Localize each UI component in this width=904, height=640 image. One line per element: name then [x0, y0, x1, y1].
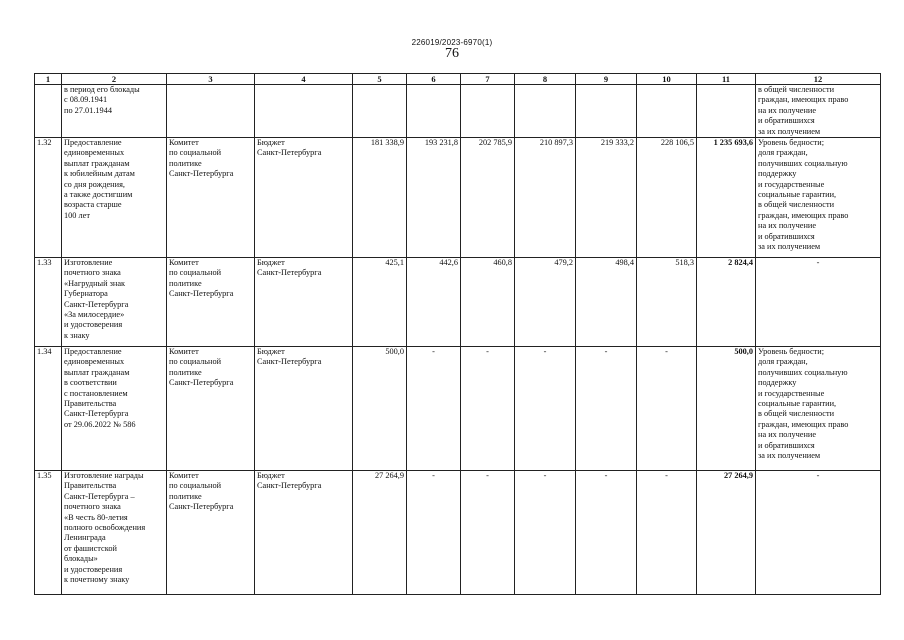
text-line: по социальной: [169, 268, 222, 278]
result-cell: -: [756, 258, 881, 347]
text-line: в общей численности: [758, 85, 835, 94]
value-cell: 181 338,9: [353, 138, 407, 258]
text-line: единовременных: [64, 357, 125, 367]
value-cell: [353, 85, 407, 138]
value-cell: 425,1: [353, 258, 407, 347]
text-line: Санкт-Петербурга: [257, 481, 322, 491]
text-line: Ленинграда: [64, 533, 106, 543]
text-line: за их получением: [758, 451, 821, 461]
text-line: Уровень бедности;: [758, 138, 825, 148]
value-cell: 202 785,9: [461, 138, 515, 258]
header-cell: 11: [697, 74, 756, 85]
text-line: Санкт-Петербурга: [64, 299, 129, 309]
text-line: Санкт-Петербурга: [169, 378, 234, 388]
text-line: Предоставление: [64, 347, 122, 357]
text-line: полного освобождения: [64, 523, 146, 533]
row-index: 1.33: [35, 258, 62, 347]
value-cell: 500,0: [353, 347, 407, 471]
event-cell: [62, 138, 167, 258]
total-cell: 27 264,9: [697, 471, 756, 595]
value-cell: [576, 85, 637, 138]
text-line: Санкт-Петербурга: [257, 357, 322, 367]
text-line: единовременных: [64, 148, 125, 158]
text-line: Бюджет: [257, 138, 285, 148]
text-line: блокады»: [64, 554, 98, 564]
text-line: Губернатора: [64, 289, 108, 299]
text-line: с 08.09.1941: [64, 95, 108, 105]
text-line: доля граждан,: [758, 357, 808, 367]
text-line: 100 лет: [64, 210, 90, 220]
value-cell: [461, 85, 515, 138]
value-cell: 27 264,9: [353, 471, 407, 595]
text-line: «Нагрудный знак: [64, 278, 126, 288]
row-index: 1.34: [35, 347, 62, 471]
value-cell: -: [407, 347, 461, 471]
text-line: и удостоверения: [64, 564, 123, 574]
text-line: от фашистской: [64, 543, 117, 553]
text-line: выплат гражданам: [64, 367, 130, 377]
text-line: социальные гарантии,: [758, 190, 837, 200]
text-line: а также достигшим: [64, 190, 133, 200]
value-cell: -: [576, 471, 637, 595]
text-line: политике: [169, 491, 202, 501]
value-cell: [637, 85, 697, 138]
header-cell: 9: [576, 74, 637, 85]
value-cell: 479,2: [515, 258, 576, 347]
header-cell: 6: [407, 74, 461, 85]
text-line: почетного знака: [64, 502, 121, 512]
event-cell: [62, 471, 167, 595]
text-line: и обратившихся: [758, 231, 815, 241]
row-index: [35, 85, 62, 138]
source-cell: [255, 347, 353, 471]
text-line: Санкт-Петербурга: [169, 502, 234, 512]
text-line: Бюджет: [257, 471, 285, 481]
text-line: и государственные: [758, 179, 825, 189]
table-row: [35, 138, 881, 258]
header-cell: 2: [62, 74, 167, 85]
text-line: политике: [169, 278, 202, 288]
value-cell: 193 231,8: [407, 138, 461, 258]
row-index: 1.35: [35, 471, 62, 595]
table-row: [35, 471, 881, 595]
text-line: к почетному знаку: [64, 575, 130, 585]
text-line: по социальной: [169, 357, 222, 367]
value-cell: -: [461, 471, 515, 595]
text-line: «За милосердие»: [64, 310, 125, 320]
text-line: за их получением: [758, 126, 821, 136]
event-cell: [62, 347, 167, 471]
executor-cell: [167, 258, 255, 347]
text-line: политике: [169, 367, 202, 377]
text-line: в общей численности: [758, 409, 835, 419]
text-line: граждан, имеющих право: [758, 95, 849, 105]
value-cell: -: [461, 347, 515, 471]
executor-cell: [167, 85, 255, 138]
text-line: со дня рождения,: [64, 179, 125, 189]
text-line: поддержку: [758, 378, 797, 388]
text-line: Бюджет: [257, 347, 285, 357]
text-line: по социальной: [169, 481, 222, 491]
text-line: Санкт-Петербурга: [257, 148, 322, 158]
text-line: и удостоверения: [64, 320, 123, 330]
text-line: в общей численности: [758, 200, 835, 210]
value-cell: 228 106,5: [637, 138, 697, 258]
text-line: Уровень бедности;: [758, 347, 825, 357]
text-line: на их получение: [758, 221, 817, 231]
text-line: в период его блокады: [64, 85, 140, 94]
value-cell: 498,4: [576, 258, 637, 347]
text-line: социальные гарантии,: [758, 399, 837, 409]
text-line: Комитет: [169, 138, 199, 148]
text-line: Санкт-Петербурга: [257, 268, 322, 278]
text-line: в соответствии: [64, 378, 117, 388]
text-line: Комитет: [169, 347, 199, 357]
text-line: Бюджет: [257, 258, 285, 268]
executor-cell: [167, 138, 255, 258]
value-cell: [515, 85, 576, 138]
header-cell: 5: [353, 74, 407, 85]
value-cell: [407, 85, 461, 138]
text-line: на их получение: [758, 430, 817, 440]
text-line: Предоставление: [64, 138, 122, 148]
page-number: 76: [445, 46, 459, 61]
value-cell: 219 333,2: [576, 138, 637, 258]
text-line: и государственные: [758, 388, 825, 398]
event-cell: [62, 85, 167, 138]
header-row: [35, 74, 881, 85]
text-line: почетного знака: [64, 268, 121, 278]
value-cell: -: [576, 347, 637, 471]
text-line: с постановлением: [64, 388, 128, 398]
header-cell: 3: [167, 74, 255, 85]
header-cell: 7: [461, 74, 515, 85]
header-cell: 1: [35, 74, 62, 85]
text-line: «В честь 80-летия: [64, 512, 128, 522]
text-line: Санкт-Петербурга: [169, 289, 234, 299]
text-line: и обратившихся: [758, 116, 815, 126]
result-cell: [756, 347, 881, 471]
header-cell: 4: [255, 74, 353, 85]
total-cell: 1 235 693,6: [697, 138, 756, 258]
text-line: Санкт-Петербурга: [169, 169, 234, 179]
text-line: граждан, имеющих право: [758, 210, 849, 220]
executor-cell: [167, 347, 255, 471]
text-line: к знаку: [64, 330, 90, 340]
text-line: на их получение: [758, 105, 817, 115]
value-cell: -: [637, 347, 697, 471]
continuation-row: [35, 85, 881, 138]
source-cell: [255, 471, 353, 595]
text-line: получивших социальную: [758, 158, 848, 168]
row-index: 1.32: [35, 138, 62, 258]
total-cell: 500,0: [697, 347, 756, 471]
value-cell: 210 897,3: [515, 138, 576, 258]
header-cell: 8: [515, 74, 576, 85]
header-cell: 12: [756, 74, 881, 85]
table-row: [35, 347, 881, 471]
text-line: доля граждан,: [758, 148, 808, 158]
text-line: по 27.01.1944: [64, 105, 112, 115]
value-cell: 518,3: [637, 258, 697, 347]
total-cell: 2 824,4: [697, 258, 756, 347]
text-line: Санкт-Петербурга –: [64, 491, 135, 501]
result-cell: [756, 138, 881, 258]
text-line: политике: [169, 158, 202, 168]
header-cell: 10: [637, 74, 697, 85]
text-line: за их получением: [758, 242, 821, 252]
text-line: и обратившихся: [758, 440, 815, 450]
text-line: выплат гражданам: [64, 158, 130, 168]
event-cell: [62, 258, 167, 347]
text-line: получивших социальную: [758, 367, 848, 377]
document-stamp: 226019/2023-6970(1): [411, 38, 493, 47]
text-line: Изготовление: [64, 258, 113, 268]
text-line: Правительства: [64, 481, 117, 491]
result-cell: [756, 85, 881, 138]
text-line: к юбилейным датам: [64, 169, 135, 179]
table-row: [35, 258, 881, 347]
text-line: граждан, имеющих право: [758, 419, 849, 429]
source-cell: [255, 138, 353, 258]
source-cell: [255, 258, 353, 347]
program-table: [34, 73, 881, 595]
result-cell: -: [756, 471, 881, 595]
value-cell: -: [515, 347, 576, 471]
text-line: от 29.06.2022 № 586: [64, 419, 136, 429]
text-line: Правительства: [64, 399, 117, 409]
source-cell: [255, 85, 353, 138]
value-cell: -: [637, 471, 697, 595]
value-cell: 460,8: [461, 258, 515, 347]
text-line: по социальной: [169, 148, 222, 158]
text-line: Санкт-Петербурга: [64, 409, 129, 419]
text-line: Комитет: [169, 471, 199, 481]
executor-cell: [167, 471, 255, 595]
text-line: поддержку: [758, 169, 797, 179]
text-line: возраста старше: [64, 200, 122, 210]
total-cell: [697, 85, 756, 138]
text-line: Изготовление награды: [64, 471, 144, 481]
value-cell: -: [515, 471, 576, 595]
value-cell: -: [407, 471, 461, 595]
value-cell: 442,6: [407, 258, 461, 347]
text-line: Комитет: [169, 258, 199, 268]
